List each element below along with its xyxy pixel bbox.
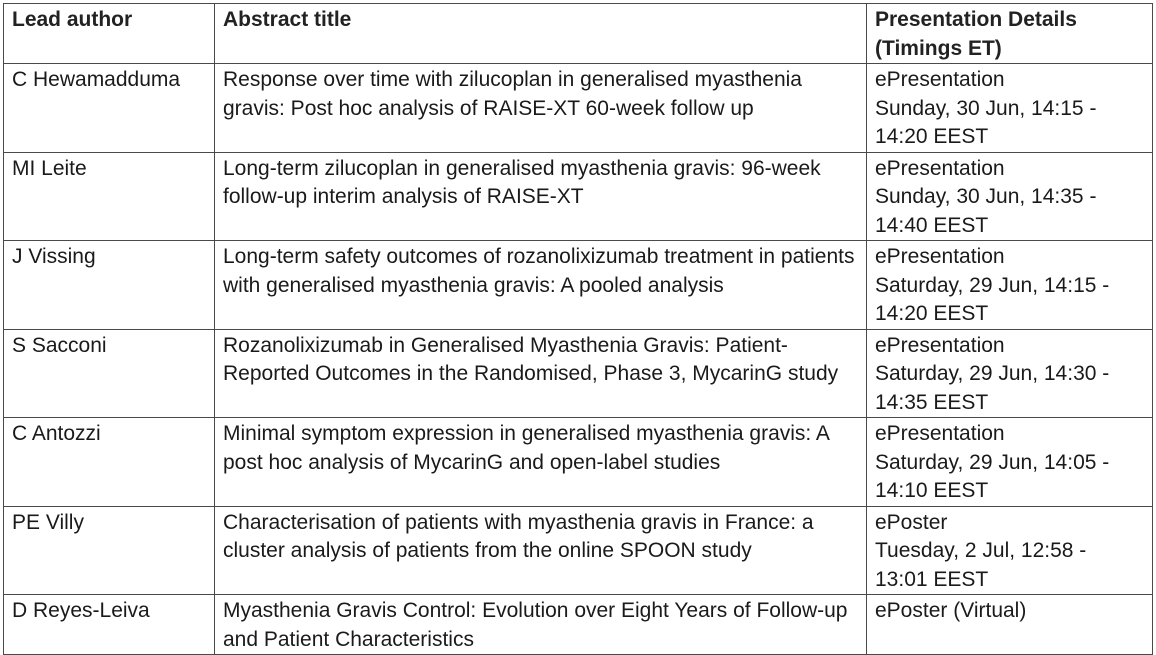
lead-author-cell: D Reyes-Leiva (4, 595, 215, 655)
presentation-type: ePoster (Virtual) (875, 599, 1027, 622)
presentation-time: Saturday, 29 Jun, 14:15 - 14:20 EEST (875, 273, 1110, 325)
table-row (4, 64, 1153, 153)
table-row (4, 152, 1153, 241)
abstract-title-cell: Minimal symptom expression in generalised myasthenia gravis: A post hoc analysis of MycarinG and open-label studies (215, 418, 867, 507)
header-lead-author: Lead author (4, 4, 215, 64)
lead-author-cell: S Sacconi (4, 329, 215, 418)
abstract-title-cell: Rozanolixizumab in Generalised Myasthenia Gravis: Patient-Reported Outcomes in the Randomised, Phase 3, MycarinG study (215, 329, 867, 418)
lead-author-cell: PE Villy (4, 506, 215, 595)
abstract-title-cell: Long-term safety outcomes of rozanolixizumab treatment in patients with generalised myasthenia gravis: A pooled analysis (215, 241, 867, 330)
table-header-row (4, 4, 1153, 64)
presentation-time: Sunday, 30 Jun, 14:15 - 14:20 EEST (875, 96, 1097, 148)
table-row (4, 595, 1153, 655)
table-row (4, 241, 1153, 330)
presentation-details-cell (867, 595, 1153, 655)
presentation-type: ePresentation (875, 156, 1005, 180)
presentation-time: Sunday, 30 Jun, 14:35 - 14:40 EEST (875, 185, 1097, 237)
presentation-details-cell (867, 241, 1153, 330)
table-row (4, 329, 1153, 418)
abstract-title-cell: Myasthenia Gravis Control: Evolution over Eight Years of Follow-up and Patient Characteristics (215, 595, 867, 655)
header-presentation-details: Presentation Details (Timings ET) (867, 4, 1153, 64)
table-row (4, 418, 1153, 507)
abstract-title-cell: Long-term zilucoplan in generalised myasthenia gravis: 96-week follow-up interim analysis of RAISE-XT (215, 152, 867, 241)
presentation-type: ePresentation (875, 245, 1005, 268)
abstracts-table (3, 3, 1153, 655)
presentation-type: ePresentation (875, 333, 1005, 357)
presentation-type: ePresentation (875, 68, 1005, 91)
lead-author-cell: C Antozzi (4, 418, 215, 507)
header-abstract-title: Abstract title (215, 4, 867, 64)
presentation-time: Saturday, 29 Jun, 14:05 - 14:10 EEST (875, 450, 1110, 502)
lead-author-cell: J Vissing (4, 241, 215, 330)
presentation-type: ePresentation (875, 422, 1005, 445)
presentation-type: ePoster (875, 510, 948, 534)
presentation-details-cell (867, 329, 1153, 418)
lead-author-cell: MI Leite (4, 152, 215, 241)
abstract-title-cell: Response over time with zilucoplan in generalised myasthenia gravis: Post hoc analysis of RAISE-XT 60-week follow up (215, 64, 867, 153)
abstract-title-cell: Characterisation of patients with myasthenia gravis in France: a cluster analysis of patients from the online SPOON study (215, 506, 867, 595)
presentation-time: Tuesday, 2 Jul, 12:58 - 13:01 EEST (875, 539, 1087, 591)
presentation-details-cell (867, 418, 1153, 507)
presentation-details-cell (867, 152, 1153, 241)
table-row (4, 506, 1153, 595)
presentation-details-cell (867, 506, 1153, 595)
lead-author-cell: C Hewamadduma (4, 64, 215, 153)
presentation-time: Saturday, 29 Jun, 14:30 - 14:35 EEST (875, 362, 1110, 414)
presentation-details-cell (867, 64, 1153, 153)
